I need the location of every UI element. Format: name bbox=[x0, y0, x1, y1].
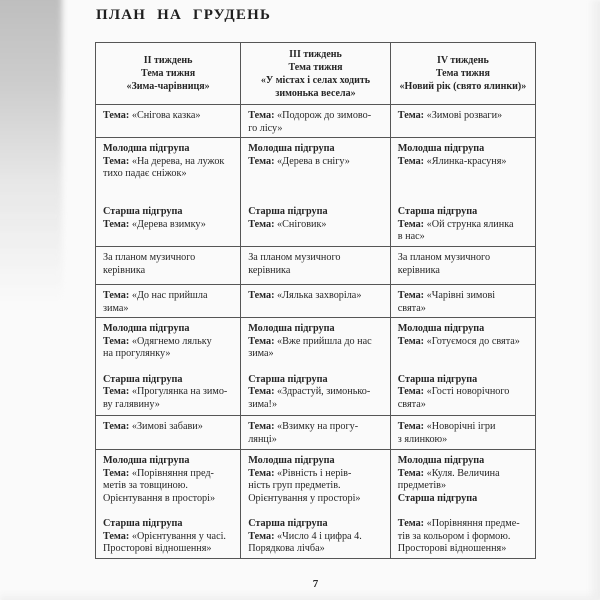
plan-cell-r2-c3: Молодша підгрупа Тема: «Ялинка-красуня» Старша підгрупа Тема: «Ой струнка ялинка в нас» bbox=[390, 138, 535, 247]
plan-cell-r1-c2: Тема: «Подорож до зимово- го лісу» bbox=[241, 105, 391, 138]
monthly-plan-table bbox=[95, 42, 536, 559]
plan-header-c3: IV тиждень Тема тижня «Новий рік (свято ялинки)» bbox=[390, 43, 535, 105]
plan-cell-r3-c3: За планом музичного керівника bbox=[390, 246, 535, 284]
page-edge-shadow-bottom bbox=[0, 591, 600, 600]
plan-cell-r6-c1: Тема: «Зимові забави» bbox=[96, 416, 241, 450]
plan-cell-r6-c2: Тема: «Взимку на прогу- лянці» bbox=[241, 416, 391, 450]
table-row bbox=[96, 416, 536, 450]
plan-cell-r3-c2: За планом музичного керівника bbox=[241, 246, 391, 284]
plan-cell-r7-c1: Молодша підгрупа Тема: «Порівняння пред- метів за товщиною. Орієнтування в просторі» Старша підгрупа Тема: «Орієнтування у часі. Просторові відношення» bbox=[96, 450, 241, 559]
plan-cell-r2-c1: Молодша підгрупа Тема: «На дерева, на лужок тихо падає сніжок» Старша підгрупа Тема: «Дерева взимку» bbox=[96, 138, 241, 247]
plan-header-c2: III тиждень Тема тижня «У містах і селах ходить зимонька весела» bbox=[241, 43, 391, 105]
plan-cell-r4-c2: Тема: «Лялька захворіла» bbox=[241, 284, 391, 317]
plan-table-body bbox=[96, 43, 536, 559]
table-header-row bbox=[96, 43, 536, 105]
plan-header-c1: II тиждень Тема тижня «Зима-чарівниця» bbox=[96, 43, 241, 105]
plan-cell-r5-c2: Молодша підгрупа Тема: «Вже прийшла до нас зима» Старша підгрупа Тема: «Здрастуй, зимонько- зима!» bbox=[241, 318, 391, 416]
plan-cell-r6-c3: Тема: «Новорічні ігри з ялинкою» bbox=[390, 416, 535, 450]
plan-cell-r2-c2: Молодша підгрупа Тема: «Дерева в снігу» Старша підгрупа Тема: «Сніговик» bbox=[241, 138, 391, 247]
plan-cell-r5-c1: Молодша підгрупа Тема: «Одягнемо ляльку на прогулянку» Старша підгрупа Тема: «Прогулянка на зимо- ву галявину» bbox=[96, 318, 241, 416]
plan-cell-r4-c3: Тема: «Чарівні зимові свята» bbox=[390, 284, 535, 317]
page-edge-shadow-left bbox=[0, 0, 62, 302]
plan-cell-r4-c1: Тема: «До нас прийшла зима» bbox=[96, 284, 241, 317]
plan-cell-r7-c3: Молодша підгрупа Тема: «Куля. Величина предметів» Старша підгрупа Тема: «Порівняння предме- тів за кольором і формою. Просторові відношення» bbox=[390, 450, 535, 559]
plan-cell-r5-c3: Молодша підгрупа Тема: «Готуємося до свята» Старша підгрупа Тема: «Гості новорічного свята» bbox=[390, 318, 535, 416]
plan-cell-r1-c3: Тема: «Зимові розваги» bbox=[390, 105, 535, 138]
plan-cell-r7-c2: Молодша підгрупа Тема: «Рівність і нерів- ність груп предметів. Орієнтування у просторі» Старша підгрупа Тема: «Число 4 і цифра 4. Порядкова лічба» bbox=[241, 450, 391, 559]
table-row bbox=[96, 138, 536, 247]
plan-cell-r1-c1: Тема: «Снігова казка» bbox=[96, 105, 241, 138]
page-title: ПЛАН НА ГРУДЕНЬ bbox=[96, 7, 272, 23]
table-row bbox=[96, 105, 536, 138]
page-number: 7 bbox=[312, 578, 319, 590]
plan-cell-r3-c1: За планом музичного керівника bbox=[96, 246, 241, 284]
table-row bbox=[96, 284, 536, 317]
page-edge-shadow-right bbox=[588, 0, 600, 600]
table-row bbox=[96, 318, 536, 416]
table-row bbox=[96, 450, 536, 559]
table-row bbox=[96, 246, 536, 284]
